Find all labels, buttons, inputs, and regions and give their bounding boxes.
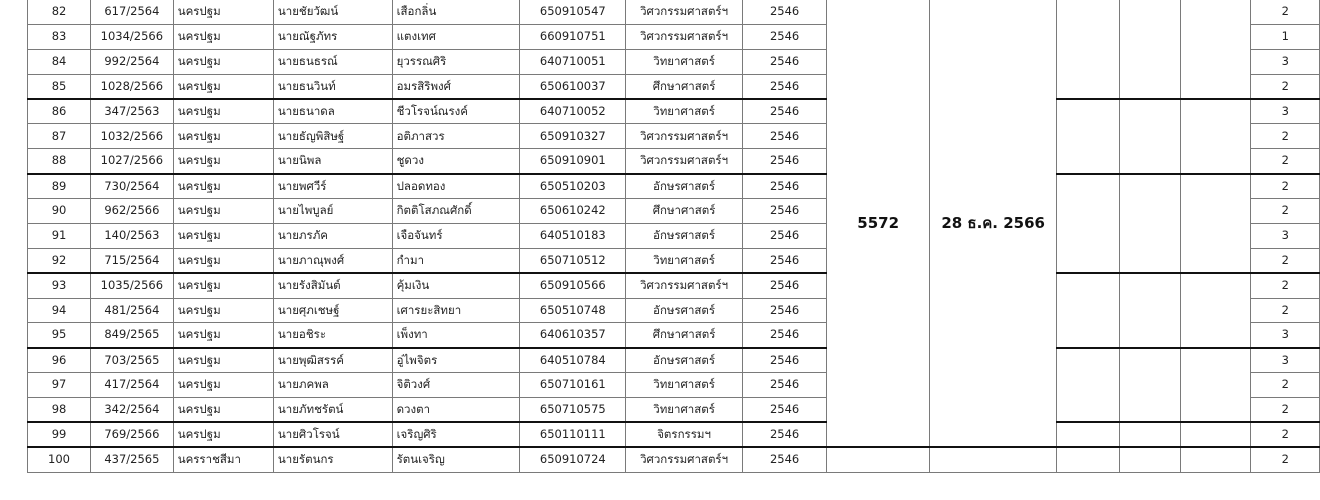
- group-number-cell: 5572: [827, 0, 929, 447]
- blank-cell: [1181, 49, 1251, 74]
- student-id-cell: 650610242: [520, 199, 626, 224]
- blank-cell: [1181, 0, 1251, 24]
- first-name-cell: นายภัทชรัตน์: [273, 398, 392, 423]
- province-cell: นครปฐม: [173, 373, 273, 398]
- first-name-cell: นายนิพล: [273, 149, 392, 174]
- faculty-cell: ศึกษาศาสตร์: [626, 199, 742, 224]
- first-name-cell: นายธนาดล: [273, 99, 392, 124]
- first-name-cell: นายภคพล: [273, 373, 392, 398]
- year-cell: 2546: [742, 373, 827, 398]
- row-number-cell: 99: [28, 422, 91, 447]
- student-id-cell: 660910751: [520, 24, 626, 49]
- table-row: [28, 447, 1320, 472]
- blank-cell: [1181, 99, 1251, 124]
- province-cell: นครปฐม: [173, 323, 273, 348]
- blank-cell: [1181, 223, 1251, 248]
- blank-cell: [1181, 273, 1251, 298]
- row-number-cell: 91: [28, 223, 91, 248]
- blank-cell: [1057, 49, 1119, 74]
- blank-cell: [1181, 323, 1251, 348]
- faculty-cell: อักษรศาสตร์: [626, 348, 742, 373]
- document-number-cell: 992/2564: [91, 49, 174, 74]
- blank-cell: [1181, 422, 1251, 447]
- document-number-cell: 715/2564: [91, 248, 174, 273]
- faculty-cell: อักษรศาสตร์: [626, 223, 742, 248]
- faculty-cell: วิทยาศาสตร์: [626, 49, 742, 74]
- student-id-cell: 650910724: [520, 447, 626, 472]
- first-name-cell: นายชัยวัฒน์: [273, 0, 392, 24]
- blank-cell: [1057, 124, 1119, 149]
- blank-cell: [1119, 0, 1180, 24]
- first-name-cell: นายภรภัค: [273, 223, 392, 248]
- faculty-cell: วิศวกรรมศาสตร์ฯ: [626, 0, 742, 24]
- blank-cell: [1119, 223, 1180, 248]
- document-number-cell: 1032/2566: [91, 124, 174, 149]
- count-cell: 3: [1251, 223, 1320, 248]
- blank-cell: [1119, 348, 1180, 373]
- count-cell: 2: [1251, 273, 1320, 298]
- first-name-cell: นายภาณุพงศ์: [273, 248, 392, 273]
- last-name-cell: จิติวงศ์: [392, 373, 520, 398]
- year-cell: 2546: [742, 49, 827, 74]
- blank-cell: [1181, 124, 1251, 149]
- blank-cell: [1057, 323, 1119, 348]
- count-cell: 3: [1251, 323, 1320, 348]
- blank-cell: [1119, 298, 1180, 323]
- student-id-cell: 640610357: [520, 323, 626, 348]
- faculty-cell: อักษรศาสตร์: [626, 298, 742, 323]
- province-cell: นครปฐม: [173, 223, 273, 248]
- document-number-cell: 962/2566: [91, 199, 174, 224]
- table-row: [28, 398, 1320, 423]
- province-cell: นครปฐม: [173, 199, 273, 224]
- blank-cell: [1119, 24, 1180, 49]
- blank-cell: [1119, 323, 1180, 348]
- faculty-cell: จิตรกรรมฯ: [626, 422, 742, 447]
- province-cell: นครปฐม: [173, 298, 273, 323]
- document-number-cell: 342/2564: [91, 398, 174, 423]
- blank-cell: [1057, 398, 1119, 423]
- table-row: [28, 74, 1320, 99]
- faculty-cell: วิศวกรรมศาสตร์ฯ: [626, 447, 742, 472]
- table-row: [28, 348, 1320, 373]
- blank-cell: [827, 447, 929, 472]
- year-cell: 2546: [742, 174, 827, 199]
- student-id-cell: 640510183: [520, 223, 626, 248]
- group-date-cell: 28 ธ.ค. 2566: [929, 0, 1057, 447]
- first-name-cell: นายรัตนกร: [273, 447, 392, 472]
- blank-cell: [1057, 99, 1119, 124]
- count-cell: 3: [1251, 49, 1320, 74]
- last-name-cell: ดวงตา: [392, 398, 520, 423]
- first-name-cell: นายพุฒิสรรค์: [273, 348, 392, 373]
- last-name-cell: รัตนเจริญ: [392, 447, 520, 472]
- province-cell: นครปฐม: [173, 99, 273, 124]
- year-cell: 2546: [742, 223, 827, 248]
- blank-cell: [1057, 248, 1119, 273]
- last-name-cell: กำมา: [392, 248, 520, 273]
- year-cell: 2546: [742, 74, 827, 99]
- first-name-cell: นายรังสิมันต์: [273, 273, 392, 298]
- province-cell: นครปฐม: [173, 174, 273, 199]
- blank-cell: [1057, 0, 1119, 24]
- year-cell: 2546: [742, 273, 827, 298]
- student-id-cell: 650910547: [520, 0, 626, 24]
- year-cell: 2546: [742, 199, 827, 224]
- last-name-cell: คุ้มเงิน: [392, 273, 520, 298]
- year-cell: 2546: [742, 0, 827, 24]
- count-cell: 2: [1251, 199, 1320, 224]
- count-cell: 2: [1251, 422, 1320, 447]
- blank-cell: [1119, 373, 1180, 398]
- table-row: [28, 24, 1320, 49]
- faculty-cell: วิศวกรรมศาสตร์ฯ: [626, 24, 742, 49]
- count-cell: 2: [1251, 447, 1320, 472]
- blank-cell: [1057, 373, 1119, 398]
- faculty-cell: วิทยาศาสตร์: [626, 99, 742, 124]
- student-id-cell: 650910901: [520, 149, 626, 174]
- first-name-cell: นายธัญพิสิษฐ์: [273, 124, 392, 149]
- document-number-cell: 730/2564: [91, 174, 174, 199]
- faculty-cell: วิศวกรรมศาสตร์ฯ: [626, 124, 742, 149]
- blank-cell: [1119, 49, 1180, 74]
- row-number-cell: 97: [28, 373, 91, 398]
- table-row: [28, 298, 1320, 323]
- student-id-cell: 640510784: [520, 348, 626, 373]
- province-cell: นครราชสีมา: [173, 447, 273, 472]
- last-name-cell: เสือกลิ่น: [392, 0, 520, 24]
- blank-cell: [1057, 199, 1119, 224]
- first-name-cell: นายพศวีร์: [273, 174, 392, 199]
- blank-cell: [1181, 248, 1251, 273]
- last-name-cell: เจือจันทร์: [392, 223, 520, 248]
- blank-cell: [1057, 348, 1119, 373]
- blank-cell: [1119, 149, 1180, 174]
- blank-cell: [1119, 248, 1180, 273]
- blank-cell: [1181, 373, 1251, 398]
- row-number-cell: 94: [28, 298, 91, 323]
- faculty-cell: วิศวกรรมศาสตร์ฯ: [626, 149, 742, 174]
- count-cell: 2: [1251, 373, 1320, 398]
- province-cell: นครปฐม: [173, 149, 273, 174]
- row-number-cell: 98: [28, 398, 91, 423]
- table-row: [28, 199, 1320, 224]
- last-name-cell: เศารยะสิทยา: [392, 298, 520, 323]
- blank-cell: [1057, 298, 1119, 323]
- faculty-cell: อักษรศาสตร์: [626, 174, 742, 199]
- blank-cell: [1181, 149, 1251, 174]
- year-cell: 2546: [742, 24, 827, 49]
- blank-cell: [1119, 273, 1180, 298]
- first-name-cell: นายณัฐภัทร: [273, 24, 392, 49]
- last-name-cell: เจริญศิริ: [392, 422, 520, 447]
- document-number-cell: 849/2565: [91, 323, 174, 348]
- row-number-cell: 96: [28, 348, 91, 373]
- blank-cell: [1057, 24, 1119, 49]
- student-id-cell: 650610037: [520, 74, 626, 99]
- document-number-cell: 769/2566: [91, 422, 174, 447]
- table-row: [28, 99, 1320, 124]
- count-cell: 2: [1251, 298, 1320, 323]
- row-number-cell: 82: [28, 0, 91, 24]
- year-cell: 2546: [742, 348, 827, 373]
- row-number-cell: 90: [28, 199, 91, 224]
- last-name-cell: อติภาสวร: [392, 124, 520, 149]
- student-id-cell: 650910566: [520, 273, 626, 298]
- last-name-cell: กิตติโสภณศักดิ์: [392, 199, 520, 224]
- table-row: [28, 323, 1320, 348]
- row-number-cell: 83: [28, 24, 91, 49]
- blank-cell: [1181, 199, 1251, 224]
- first-name-cell: นายศิวโรจน์: [273, 422, 392, 447]
- first-name-cell: นายอชิระ: [273, 323, 392, 348]
- document-number-cell: 140/2563: [91, 223, 174, 248]
- blank-cell: [929, 447, 1057, 472]
- student-id-cell: 650910327: [520, 124, 626, 149]
- document-number-cell: 1027/2566: [91, 149, 174, 174]
- faculty-cell: วิทยาศาสตร์: [626, 398, 742, 423]
- table-row: [28, 124, 1320, 149]
- last-name-cell: ยุวรรณศิริ: [392, 49, 520, 74]
- count-cell: 2: [1251, 174, 1320, 199]
- row-number-cell: 86: [28, 99, 91, 124]
- student-id-cell: 650710575: [520, 398, 626, 423]
- student-id-cell: 640710051: [520, 49, 626, 74]
- count-cell: 2: [1251, 248, 1320, 273]
- row-number-cell: 87: [28, 124, 91, 149]
- year-cell: 2546: [742, 398, 827, 423]
- blank-cell: [1057, 273, 1119, 298]
- blank-cell: [1057, 223, 1119, 248]
- province-cell: นครปฐม: [173, 398, 273, 423]
- student-id-cell: 640710052: [520, 99, 626, 124]
- count-cell: 1: [1251, 24, 1320, 49]
- year-cell: 2546: [742, 422, 827, 447]
- first-name-cell: นายธนวินท์: [273, 74, 392, 99]
- year-cell: 2546: [742, 298, 827, 323]
- blank-cell: [1119, 447, 1180, 472]
- blank-cell: [1119, 398, 1180, 423]
- blank-cell: [1119, 422, 1180, 447]
- blank-cell: [1119, 124, 1180, 149]
- document-number-cell: 417/2564: [91, 373, 174, 398]
- faculty-cell: ศึกษาศาสตร์: [626, 323, 742, 348]
- faculty-cell: ศึกษาศาสตร์: [626, 74, 742, 99]
- student-id-cell: 650710512: [520, 248, 626, 273]
- first-name-cell: นายศุภเชษฐ์: [273, 298, 392, 323]
- blank-cell: [1057, 149, 1119, 174]
- document-number-cell: 703/2565: [91, 348, 174, 373]
- last-name-cell: เพ็งทา: [392, 323, 520, 348]
- row-number-cell: 85: [28, 74, 91, 99]
- count-cell: 2: [1251, 149, 1320, 174]
- faculty-cell: วิศวกรรมศาสตร์ฯ: [626, 273, 742, 298]
- province-cell: นครปฐม: [173, 124, 273, 149]
- count-cell: 2: [1251, 398, 1320, 423]
- last-name-cell: อู่ไพจิตร: [392, 348, 520, 373]
- table-row: [28, 422, 1320, 447]
- year-cell: 2546: [742, 248, 827, 273]
- province-cell: นครปฐม: [173, 348, 273, 373]
- row-number-cell: 88: [28, 149, 91, 174]
- student-table: [27, 0, 1320, 473]
- count-cell: 2: [1251, 124, 1320, 149]
- blank-cell: [1181, 398, 1251, 423]
- document-number-cell: 1034/2566: [91, 24, 174, 49]
- province-cell: นครปฐม: [173, 74, 273, 99]
- province-cell: นครปฐม: [173, 422, 273, 447]
- blank-cell: [1119, 174, 1180, 199]
- document-number-cell: 1028/2566: [91, 74, 174, 99]
- province-cell: นครปฐม: [173, 248, 273, 273]
- table-row: [28, 0, 1320, 24]
- blank-cell: [1057, 422, 1119, 447]
- blank-cell: [1119, 74, 1180, 99]
- row-number-cell: 89: [28, 174, 91, 199]
- table-row: [28, 273, 1320, 298]
- table-row: [28, 223, 1320, 248]
- last-name-cell: แตงเทศ: [392, 24, 520, 49]
- year-cell: 2546: [742, 323, 827, 348]
- student-id-cell: 650710161: [520, 373, 626, 398]
- count-cell: 3: [1251, 99, 1320, 124]
- last-name-cell: ชูดวง: [392, 149, 520, 174]
- blank-cell: [1057, 74, 1119, 99]
- document-number-cell: 347/2563: [91, 99, 174, 124]
- table-row: [28, 149, 1320, 174]
- row-number-cell: 95: [28, 323, 91, 348]
- blank-cell: [1181, 74, 1251, 99]
- count-cell: 3: [1251, 348, 1320, 373]
- first-name-cell: นายไพบูลย์: [273, 199, 392, 224]
- province-cell: นครปฐม: [173, 0, 273, 24]
- faculty-cell: วิทยาศาสตร์: [626, 373, 742, 398]
- year-cell: 2546: [742, 99, 827, 124]
- count-cell: 2: [1251, 74, 1320, 99]
- document-number-cell: 1035/2566: [91, 273, 174, 298]
- row-number-cell: 100: [28, 447, 91, 472]
- table-row: [28, 174, 1320, 199]
- blank-cell: [1181, 174, 1251, 199]
- row-number-cell: 84: [28, 49, 91, 74]
- first-name-cell: นายธนธรณ์: [273, 49, 392, 74]
- student-id-cell: 650510748: [520, 298, 626, 323]
- table-row: [28, 373, 1320, 398]
- table-row: [28, 248, 1320, 273]
- province-cell: นครปฐม: [173, 273, 273, 298]
- last-name-cell: อมรสิริพงศ์: [392, 74, 520, 99]
- document-number-cell: 617/2564: [91, 0, 174, 24]
- document-number-cell: 437/2565: [91, 447, 174, 472]
- blank-cell: [1057, 447, 1119, 472]
- province-cell: นครปฐม: [173, 49, 273, 74]
- blank-cell: [1181, 447, 1251, 472]
- year-cell: 2546: [742, 447, 827, 472]
- student-id-cell: 650510203: [520, 174, 626, 199]
- last-name-cell: ปลอดทอง: [392, 174, 520, 199]
- faculty-cell: วิทยาศาสตร์: [626, 248, 742, 273]
- blank-cell: [1057, 174, 1119, 199]
- year-cell: 2546: [742, 124, 827, 149]
- blank-cell: [1181, 298, 1251, 323]
- student-id-cell: 650110111: [520, 422, 626, 447]
- province-cell: นครปฐม: [173, 24, 273, 49]
- document-number-cell: 481/2564: [91, 298, 174, 323]
- year-cell: 2546: [742, 149, 827, 174]
- row-number-cell: 93: [28, 273, 91, 298]
- blank-cell: [1119, 199, 1180, 224]
- blank-cell: [1181, 24, 1251, 49]
- blank-cell: [1181, 348, 1251, 373]
- table-row: [28, 49, 1320, 74]
- count-cell: 2: [1251, 0, 1320, 24]
- blank-cell: [1119, 99, 1180, 124]
- last-name-cell: ชีวโรจน์ณรงค์: [392, 99, 520, 124]
- row-number-cell: 92: [28, 248, 91, 273]
